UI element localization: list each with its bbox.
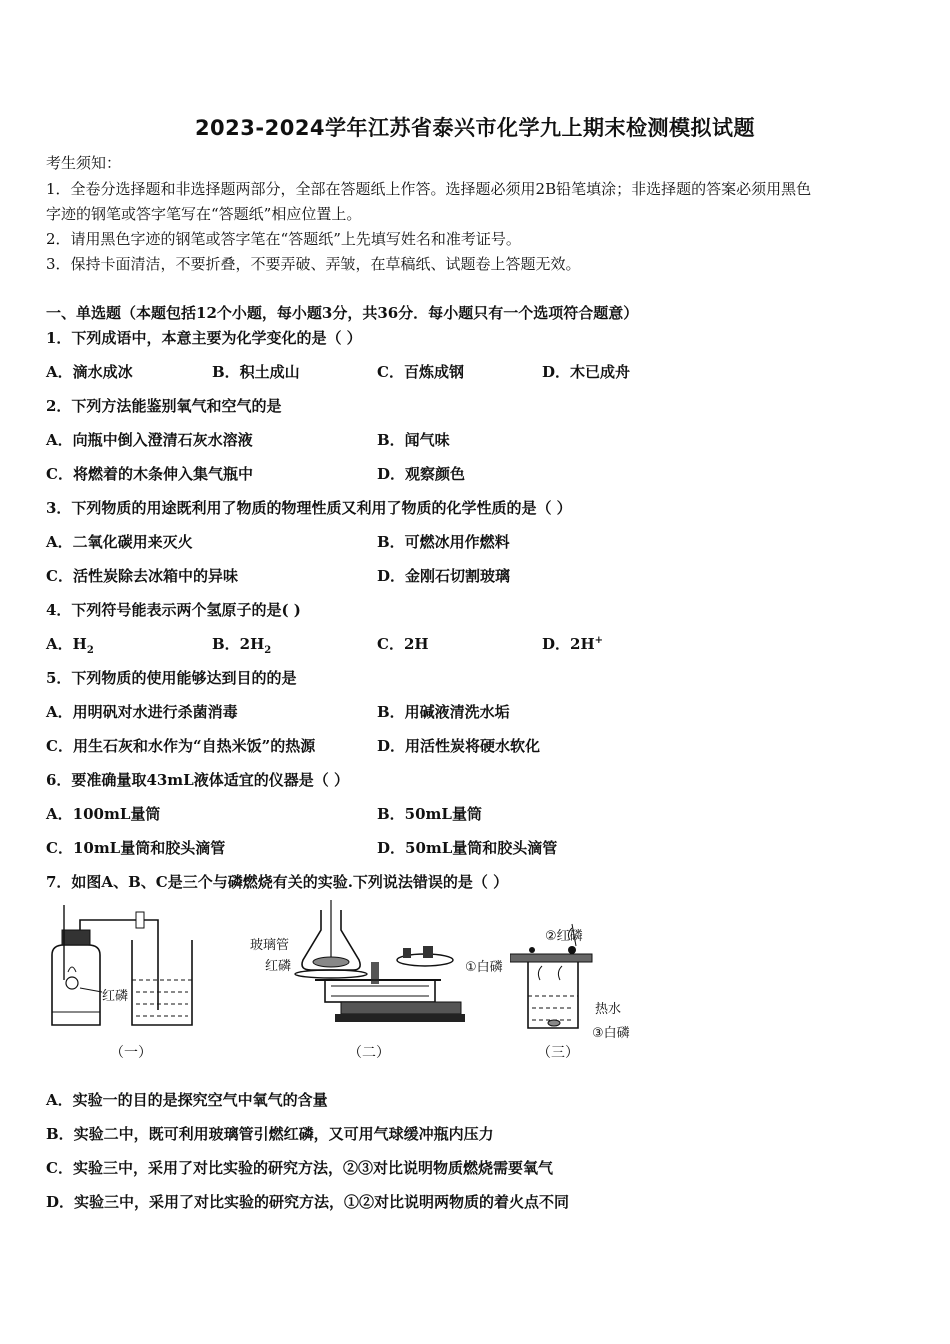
q1-option-d[interactable]: D．木已成舟: [542, 363, 631, 381]
q7-option-c[interactable]: C．实验三中，采用了对比实验的研究方法，②③对比说明物质燃烧需要氧气: [46, 1159, 553, 1177]
q1-option-b[interactable]: B．积土成山: [212, 363, 300, 381]
q7-option-a[interactable]: A．实验一的目的是探究空气中氧气的含量: [46, 1091, 328, 1109]
q4-option-b-subscript: 2: [264, 645, 272, 656]
q4-option-c-text: C．2H: [377, 635, 429, 653]
notice-item-2: 2．请用黑色字迹的钢笔或答字笔在“答题纸”上先填写姓名和准考证号。: [46, 230, 521, 248]
figure-3-label-white-phosphorus-1: ①白磷: [465, 960, 503, 975]
q4-option-c[interactable]: [377, 633, 429, 654]
page-title: 2023-2024学年江苏省泰兴市化学九上期末检测模拟试题: [194, 116, 756, 140]
figure-1-apparatus: [40, 900, 210, 1035]
figure-2-caption: （二）: [348, 1045, 390, 1061]
q4-option-a-subscript: 2: [86, 645, 94, 656]
q1-option-c[interactable]: C．百炼成钢: [377, 363, 464, 381]
q3-option-d[interactable]: D．金刚石切割玻璃: [377, 567, 511, 585]
q2-option-c[interactable]: C．将燃着的木条伸入集气瓶中: [46, 465, 253, 483]
question-2-stem: 2．下列方法能鉴别氧气和空气的是: [46, 397, 282, 415]
q4-option-d-text: D．2H: [542, 635, 595, 653]
q6-option-b[interactable]: B．50mL量筒: [377, 805, 482, 823]
q4-option-a[interactable]: [46, 633, 94, 656]
q4-option-b[interactable]: [212, 633, 271, 656]
q2-option-d[interactable]: D．观察颜色: [377, 465, 466, 483]
q4-option-d-superscript: +: [594, 635, 604, 646]
question-3-stem: 3．下列物质的用途既利用了物质的物理性质又利用了物质的化学性质的是（ ）: [46, 499, 572, 517]
experiment-figures: [40, 900, 660, 1065]
question-4-stem: 4．下列符号能表示两个氢原子的是( ): [46, 601, 301, 619]
figure-3-label-red-phosphorus: ②红磷: [545, 929, 583, 944]
figure-2-label-glass-tube: 玻璃管: [250, 938, 290, 953]
notice-item-3: 3．保持卡面清洁，不要折叠，不要弄破、弄皱，在草稿纸、试题卷上答题无效。: [46, 255, 581, 273]
figure-3-caption: （三）: [537, 1045, 579, 1061]
figure-2-apparatus: [285, 900, 465, 1030]
question-1-stem: 1．下列成语中，本意主要为化学变化的是（ ）: [46, 329, 362, 347]
figure-1-label-red-phosphorus: 红磷: [102, 989, 129, 1004]
q5-option-d[interactable]: D．用活性炭将硬水软化: [377, 737, 541, 755]
q3-option-b[interactable]: B．可燃冰用作燃料: [377, 533, 510, 551]
q3-option-a[interactable]: A．二氧化碳用来灭火: [46, 533, 193, 551]
q7-option-d[interactable]: D．实验三中，采用了对比实验的研究方法，①②对比说明两物质的着火点不同: [46, 1193, 570, 1211]
q5-option-b[interactable]: B．用碱液清洗水垢: [377, 703, 510, 721]
figure-3-label-hot-water: 热水: [595, 1002, 622, 1017]
figure-2-label-red-phosphorus: 红磷: [265, 959, 292, 974]
question-5-stem: 5．下列物质的使用能够达到目的的是: [46, 669, 297, 687]
notice-heading: 考生须知：: [46, 154, 122, 172]
q5-option-a[interactable]: A．用明矾对水进行杀菌消毒: [46, 703, 238, 721]
q2-option-b[interactable]: B．闻气味: [377, 431, 450, 449]
q4-option-a-text: A．H: [46, 635, 87, 653]
question-7-stem: 7．如图A、B、C是三个与磷燃烧有关的实验.下列说法错误的是（ ）: [46, 873, 509, 891]
q7-option-b[interactable]: B．实验二中，既可利用玻璃管引燃红磷，又可用气球缓冲瓶内压力: [46, 1125, 494, 1143]
q6-option-d[interactable]: D．50mL量筒和胶头滴管: [377, 839, 558, 857]
q6-option-a[interactable]: A．100mL量筒: [46, 805, 161, 823]
question-6-stem: 6．要准确量取43mL液体适宜的仪器是（ ）: [46, 771, 349, 789]
q1-option-a[interactable]: A．滴水成冰: [46, 363, 133, 381]
q3-option-c[interactable]: C．活性炭除去冰箱中的异味: [46, 567, 238, 585]
figure-3-label-white-phosphorus-3: ③白磷: [592, 1026, 630, 1041]
q5-option-c[interactable]: C．用生石灰和水作为“自热米饭”的热源: [46, 737, 316, 755]
q6-option-c[interactable]: C．10mL量筒和胶头滴管: [46, 839, 226, 857]
q4-option-d[interactable]: [542, 633, 603, 654]
notice-item-1-cont: 字迹的钢笔或答字笔写在“答题纸”相应位置上。: [46, 205, 362, 223]
section-heading: 一、单选题（本题包括12个小题，每小题3分，共36分．每小题只有一个选项符合题意）: [46, 304, 639, 322]
figure-1-caption: （一）: [110, 1045, 152, 1061]
q2-option-a[interactable]: A．向瓶中倒入澄清石灰水溶液: [46, 431, 253, 449]
q4-option-b-text: B．2H: [212, 635, 265, 653]
notice-item-1: 1．全卷分选择题和非选择题两部分，全部在答题纸上作答。选择题必须用2B铅笔填涂；非选择题的答案必须用黑色: [46, 180, 812, 198]
